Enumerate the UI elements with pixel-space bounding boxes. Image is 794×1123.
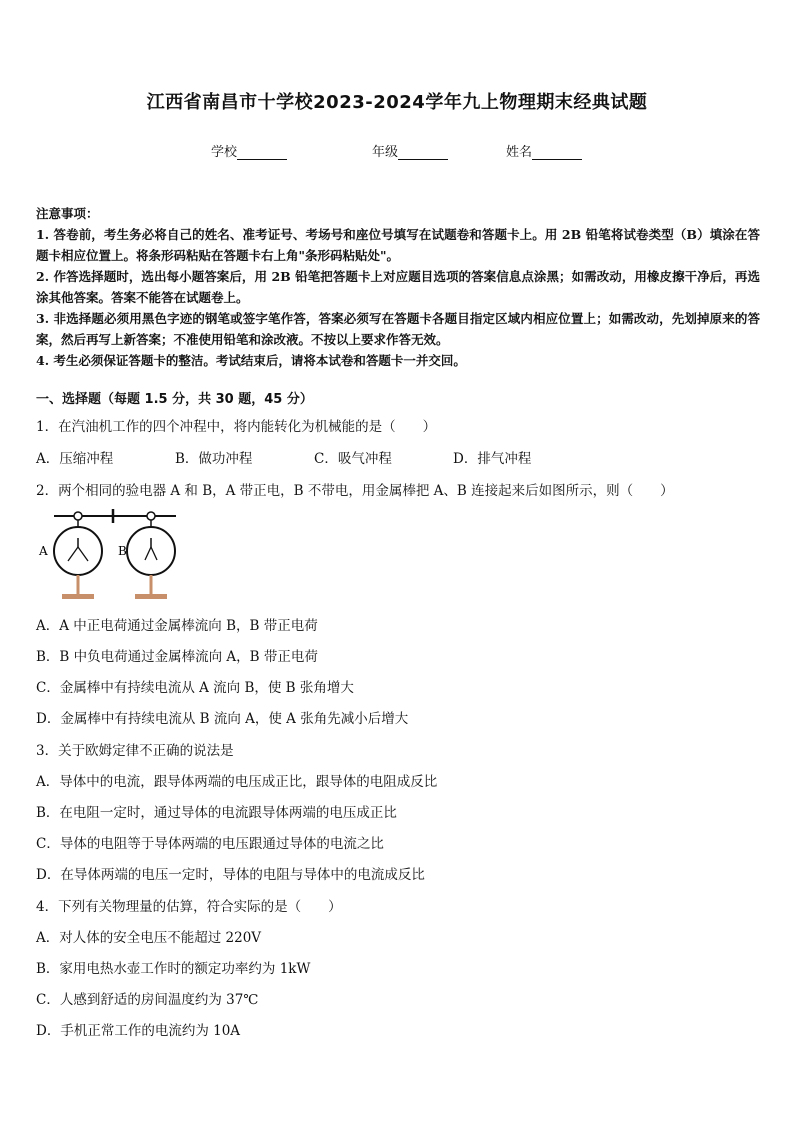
question-4-stem: 4．下列有关物理量的估算，符合实际的是（ ） [36,899,342,915]
q2-option-b[interactable]: B．B 中负电荷通过金属棒流向 A，B 带正电荷 [36,649,318,665]
electroscope-a-label: A [39,544,48,558]
question-1-options [36,447,736,467]
electroscope-a-base [62,594,94,599]
electroscope-diagram [34,505,184,605]
q2-option-c[interactable]: C．金属棒中有持续电流从 A 流向 B，使 B 张角增大 [36,680,354,696]
electroscope-b-base [135,594,167,599]
q4-option-c[interactable]: C．人感到舒适的房间温度约为 37℃ [36,992,259,1008]
electroscope-a-knob [74,512,82,520]
q1-option-a[interactable]: A．压缩冲程 [36,451,114,467]
electroscope-b-knob [147,512,155,520]
question-2-stem: 2．两个相同的验电器 A 和 B，A 带正电，B 不带电，用金属棒把 A、B 连接起来后如图所示，则（ ） [36,483,674,499]
electroscope-b-label: B [118,544,127,558]
student-info-row [0,141,794,161]
school-field[interactable] [211,141,287,160]
grade-label: 年级 [372,145,399,160]
note-item: 4. 考生必须保证答题卡的整洁。考试结束后，请将本试卷和答题卡一并交回。 [36,353,466,368]
section-title: 一、选择题（每题 1.5 分，共 30 题，45 分） [36,392,313,407]
school-blank[interactable] [237,145,287,160]
note-item: 2. 作答选择题时，选出每小题答案后，用 2B 铅笔把答题卡上对应题目选项的答案信息点涂黑；如需改动，用橡皮擦干净后，再选涂其他答案。答案不能答在试题卷上。 [36,269,760,305]
q1-option-b[interactable]: B．做功冲程 [175,451,253,467]
electroscope-a-jar [54,527,102,575]
notes-heading: 注意事项： [36,206,99,221]
note-item: 3. 非选择题必须用黑色字迹的钢笔或签字笔作答，答案必须写在答题卡各题目指定区域内相应位置上；如需改动，先划掉原来的答案，然后再写上新答案；不准使用铅笔和涂改液。不按以上要求作答无效。 [36,311,760,347]
page-title: 江西省南昌市十学校2023-2024学年九上物理期末经典试题 [146,92,648,113]
question-3-stem: 3．关于欧姆定律不正确的说法是 [36,743,234,759]
note-item: 1. 答卷前，考生务必将自己的姓名、准考证号、考场号和座位号填写在试题卷和答题卡上。用 2B 铅笔将试卷类型（B）填涂在答题卡相应位置上。将条形码粘贴在答题卡右上角"条形码粘贴处"。 [36,227,760,263]
notes-block [36,203,760,371]
q1-option-d[interactable]: D．排气冲程 [453,451,532,467]
q1-option-c[interactable]: C．吸气冲程 [314,451,392,467]
q3-option-c[interactable]: C．导体的电阻等于导体两端的电压跟通过导体的电流之比 [36,836,384,852]
question-1-stem: 1．在汽油机工作的四个冲程中，将内能转化为机械能的是（ ） [36,419,437,435]
grade-field[interactable] [372,141,448,160]
q2-option-d[interactable]: D．金属棒中有持续电流从 B 流向 A，使 A 张角先减小后增大 [36,711,409,727]
name-label: 姓名 [506,145,533,160]
grade-blank[interactable] [398,145,448,160]
q3-option-b[interactable]: B．在电阻一定时，通过导体的电流跟导体两端的电压成正比 [36,805,397,821]
q3-option-a[interactable]: A．导体中的电流，跟导体两端的电压成正比，跟导体的电阻成反比 [36,774,438,790]
name-field[interactable] [506,141,582,160]
electroscope-figure [34,505,184,605]
name-blank[interactable] [532,145,582,160]
q4-option-a[interactable]: A．对人体的安全电压不能超过 220V [36,930,262,946]
q3-option-d[interactable]: D．在导体两端的电压一定时，导体的电阻与导体中的电流成反比 [36,867,425,883]
electroscope-b-jar [127,527,175,575]
q2-option-a[interactable]: A．A 中正电荷通过金属棒流向 B，B 带正电荷 [36,618,318,634]
q4-option-b[interactable]: B．家用电热水壶工作时的额定功率约为 1kW [36,961,311,977]
q4-option-d[interactable]: D．手机正常工作的电流约为 10A [36,1023,241,1039]
school-label: 学校 [211,145,238,160]
